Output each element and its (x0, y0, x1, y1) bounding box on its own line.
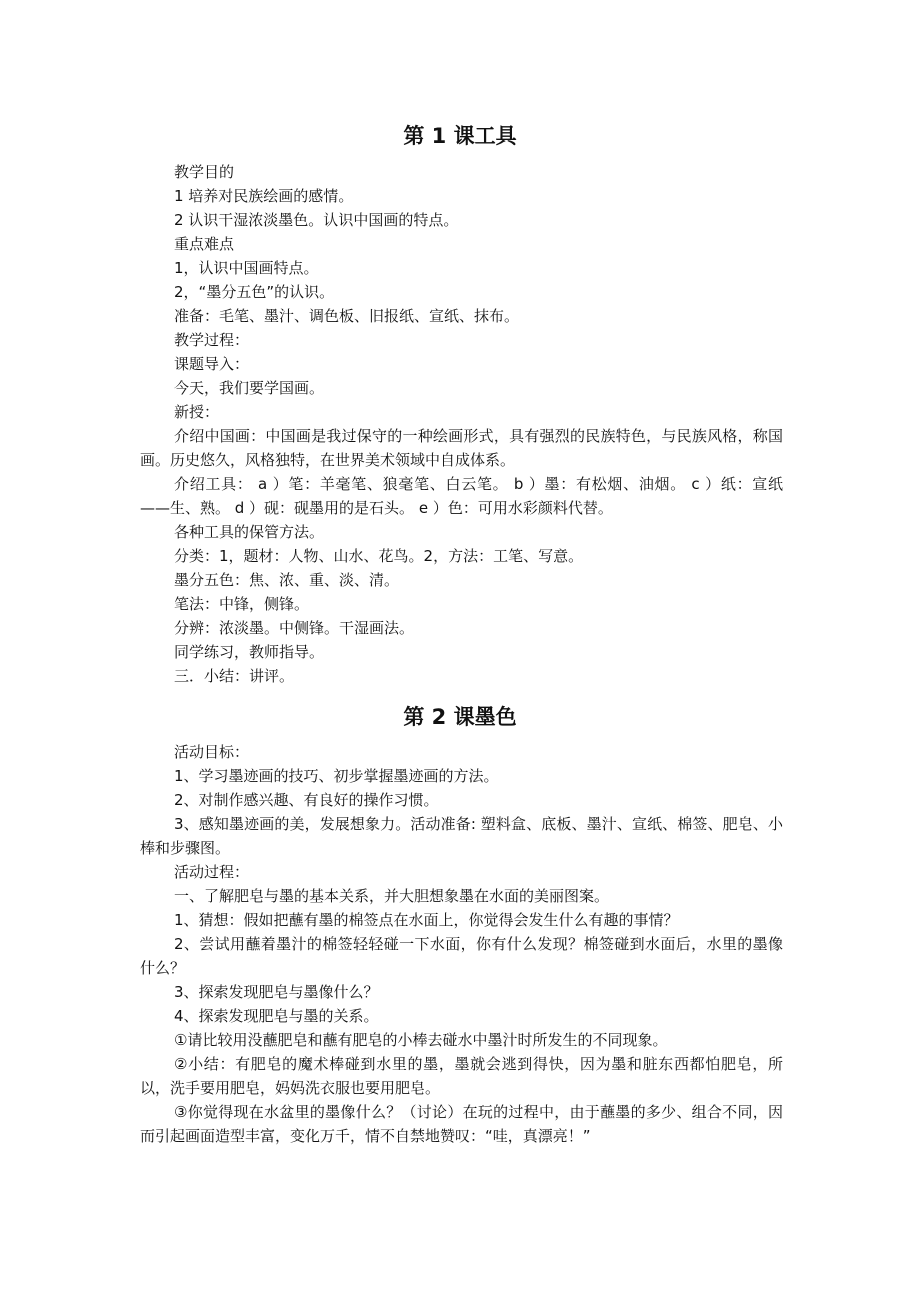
paragraph: 墨分五色：焦、浓、重、淡、清。 (174, 571, 400, 589)
paragraph: 课题导入： (174, 355, 250, 373)
paragraph: 1、猜想：假如把蘸有墨的棉签点在水面上，你觉得会发生什么有趣的事情？ (174, 911, 679, 929)
paragraph: 介绍中国画：中国画是我过保守的一种绘画形式，具有强烈的民族特色，与民族风格，称国画。历史悠久，风格独特，在世界美术领域中自成体系。 (140, 427, 783, 469)
paragraph: 新授： (174, 403, 220, 421)
paragraph: 1，认识中国画特点。 (174, 259, 319, 277)
paragraph: 活动目标： (174, 743, 250, 761)
paragraph: 3、探索发现肥皂与墨像什么？ (174, 983, 379, 1001)
paragraph: 3、感知墨迹画的美，发展想象力。活动准备: 塑料盒、底板、墨汁、宣纸、棉签、肥皂、小棒和步骤图。 (140, 815, 783, 857)
paragraph: 分辨：浓淡墨。中侧锋。干湿画法。 (174, 619, 415, 637)
paragraph: 2、尝试用蘸着墨汁的棉签轻轻碰一下水面，你有什么发现？棉签碰到水面后，水里的墨像什么？ (140, 935, 783, 977)
paragraph: ②小结：有肥皂的魔术棒碰到水里的墨，墨就会逃到得快，因为墨和脏东西都怕肥皂，所以，洗手要用肥皂，妈妈洗衣服也要用肥皂。 (140, 1055, 783, 1097)
paragraph: 介绍工具： a ）笔：羊毫笔、狼毫笔、白云笔。 b ）墨：有松烟、油烟。 c ）纸：宣纸——生、熟。 d ）砚：砚墨用的是石头。 e ）色：可用水彩颜料代替。 (140, 475, 783, 517)
lesson-1-title: 第 1 课工具 (403, 124, 517, 148)
paragraph: 各种工具的保管方法。 (174, 523, 325, 541)
paragraph: ①请比较用没蘸肥皂和蘸有肥皂的小棒去碰水中墨汁时所发生的不同现象。 (174, 1031, 668, 1049)
lesson-1-body (140, 160, 783, 688)
paragraph: 活动过程： (174, 863, 250, 881)
paragraph: 教学目的 (174, 163, 235, 181)
paragraph: 一、了解肥皂与墨的基本关系，并大胆想象墨在水面的美丽图案。 (174, 887, 610, 905)
paragraph: 今天，我们要学国画。 (174, 379, 325, 397)
lesson-2-body (140, 740, 783, 1148)
paragraph: 重点难点 (174, 235, 235, 253)
paragraph: 2 认识干湿浓淡墨色。认识中国画的特点。 (174, 211, 459, 229)
paragraph: 2，“墨分五色”的认识。 (174, 283, 335, 301)
paragraph: 1、学习墨迹画的技巧、初步掌握墨迹画的方法。 (174, 767, 499, 785)
paragraph: ③你觉得现在水盆里的墨像什么？（讨论）在玩的过程中，由于蘸墨的多少、组合不同，因而引起画面造型丰富，变化万千，情不自禁地赞叹：“哇，真漂亮！” (140, 1103, 783, 1145)
paragraph: 教学过程： (174, 331, 250, 349)
paragraph: 三．小结：讲评。 (174, 667, 295, 685)
lesson-2-title: 第 2 课墨色 (403, 705, 517, 729)
paragraph: 分类：1，题材：人物、山水、花鸟。2，方法：工笔、写意。 (174, 547, 584, 565)
paragraph: 1 培养对民族绘画的感情。 (174, 187, 354, 205)
paragraph: 笔法：中锋，侧锋。 (174, 595, 310, 613)
paragraph: 2、对制作感兴趣、有良好的操作习惯。 (174, 791, 439, 809)
paragraph: 同学练习，教师指导。 (174, 643, 325, 661)
paragraph: 准备：毛笔、墨汁、调色板、旧报纸、宣纸、抹布。 (174, 307, 520, 325)
paragraph: 4、探索发现肥皂与墨的关系。 (174, 1007, 379, 1025)
